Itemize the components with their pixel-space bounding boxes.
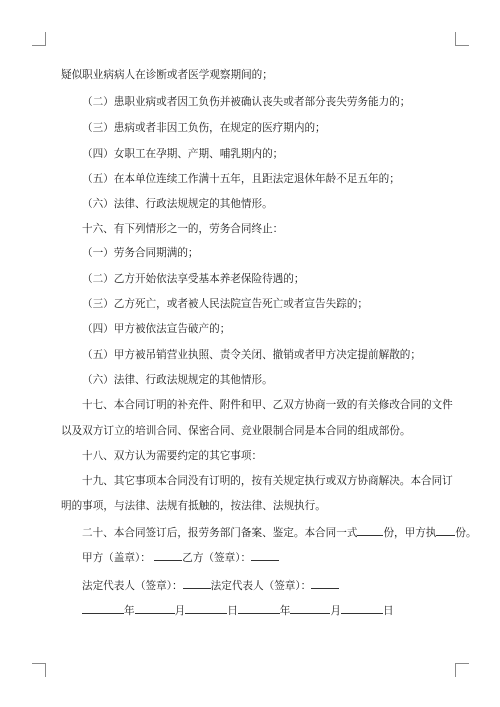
month-blank-a[interactable] — [135, 602, 175, 614]
copies-total-blank[interactable] — [357, 524, 383, 536]
crop-mark-top-right — [455, 32, 469, 46]
rep-a-label: 法定代表人（签章）： — [82, 580, 183, 592]
copies-text-c: 份。 — [455, 527, 477, 539]
day-label-a: 日 — [227, 605, 238, 617]
year-blank-b[interactable] — [238, 602, 280, 614]
party-b-seal-blank[interactable] — [251, 549, 279, 561]
text-line: （一）劳务合同期满的； — [82, 247, 199, 259]
representative-signature-line — [82, 577, 460, 593]
crop-mark-bottom-right — [455, 663, 469, 677]
text-line: （五）甲方被吊销营业执照、责令关闭、撤销或者甲方决定提前解散的； — [82, 349, 421, 361]
text-line: （三）乙方死亡，或者被人民法院宣告死亡或者宣告失踪的； — [82, 298, 369, 310]
copies-text-b: 份，甲方执 — [383, 527, 437, 539]
copies-line — [82, 524, 477, 540]
party-a-label: 甲方（盖章）： — [82, 552, 151, 564]
text-line: （六）法律、行政法规规定的其他情形。 — [82, 198, 273, 210]
text-line: 以及双方订立的培训合同、保密合同、竞业限制合同是本合同的组成部份。 — [61, 425, 411, 437]
text-line: （四）甲方被依法宣告破产的； — [82, 323, 231, 335]
party-a-seal-blank[interactable] — [154, 549, 182, 561]
text-line: 十六、有下列情形之一的，劳务合同终止： — [82, 223, 284, 235]
text-line: （六）法律、行政法规规定的其他情形。 — [82, 374, 273, 386]
copies-party-a-blank[interactable] — [436, 524, 455, 536]
month-blank-b[interactable] — [290, 602, 330, 614]
crop-mark-bottom-left — [32, 663, 46, 677]
crop-mark-top-left — [32, 32, 46, 46]
year-blank-a[interactable] — [82, 602, 124, 614]
rep-b-label: 法定代表人（签章）： — [210, 580, 312, 592]
month-label-b: 月 — [330, 605, 341, 617]
text-line: 十七、本合同订明的补充件、附件和甲、乙双方协商一致的有关修改合同的文件 — [82, 399, 453, 411]
text-line: （二）乙方开始依法享受基本养老保险待遇的； — [82, 273, 305, 285]
text-line: 十八、双方认为需要约定的其它事项： — [82, 450, 263, 462]
text-line: （四）女职工在孕期、产期、哺乳期内的； — [82, 148, 284, 160]
year-label-b: 年 — [279, 605, 291, 617]
year-label-a: 年 — [124, 605, 135, 617]
day-blank-a[interactable] — [185, 602, 227, 614]
text-line: （二）患职业病或者因工负伤并被确认丧失或者部分丧失劳务能力的； — [82, 96, 411, 108]
text-line: 疑似职业病病人在诊断或者医学观察期间的； — [61, 69, 273, 81]
rep-b-signature-blank[interactable] — [311, 577, 339, 589]
party-signature-line — [82, 549, 460, 565]
text-line: 明的事项，与法律、法规有抵触的，按法律、法规执行。 — [61, 500, 326, 512]
day-label-b: 日 — [382, 605, 394, 617]
copies-text-a: 二十、本合同签订后，报劳务部门备案、鉴定。本合同一式 — [82, 527, 358, 539]
text-line: （五）在本单位连续工作满十五年，且距法定退休年龄不足五年的； — [82, 173, 400, 185]
day-blank-b[interactable] — [341, 602, 383, 614]
date-line — [82, 602, 460, 618]
text-line: 十九、其它事项本合同没有订明的，按有关规定执行或双方协商解决。本合同订 — [82, 475, 453, 487]
rep-a-signature-blank[interactable] — [183, 577, 211, 589]
text-line: （三）患病或者非因工负伤，在规定的医疗期内的； — [82, 122, 326, 134]
month-label-a: 月 — [174, 605, 186, 617]
party-b-label: 乙方（签章）： — [182, 552, 252, 564]
